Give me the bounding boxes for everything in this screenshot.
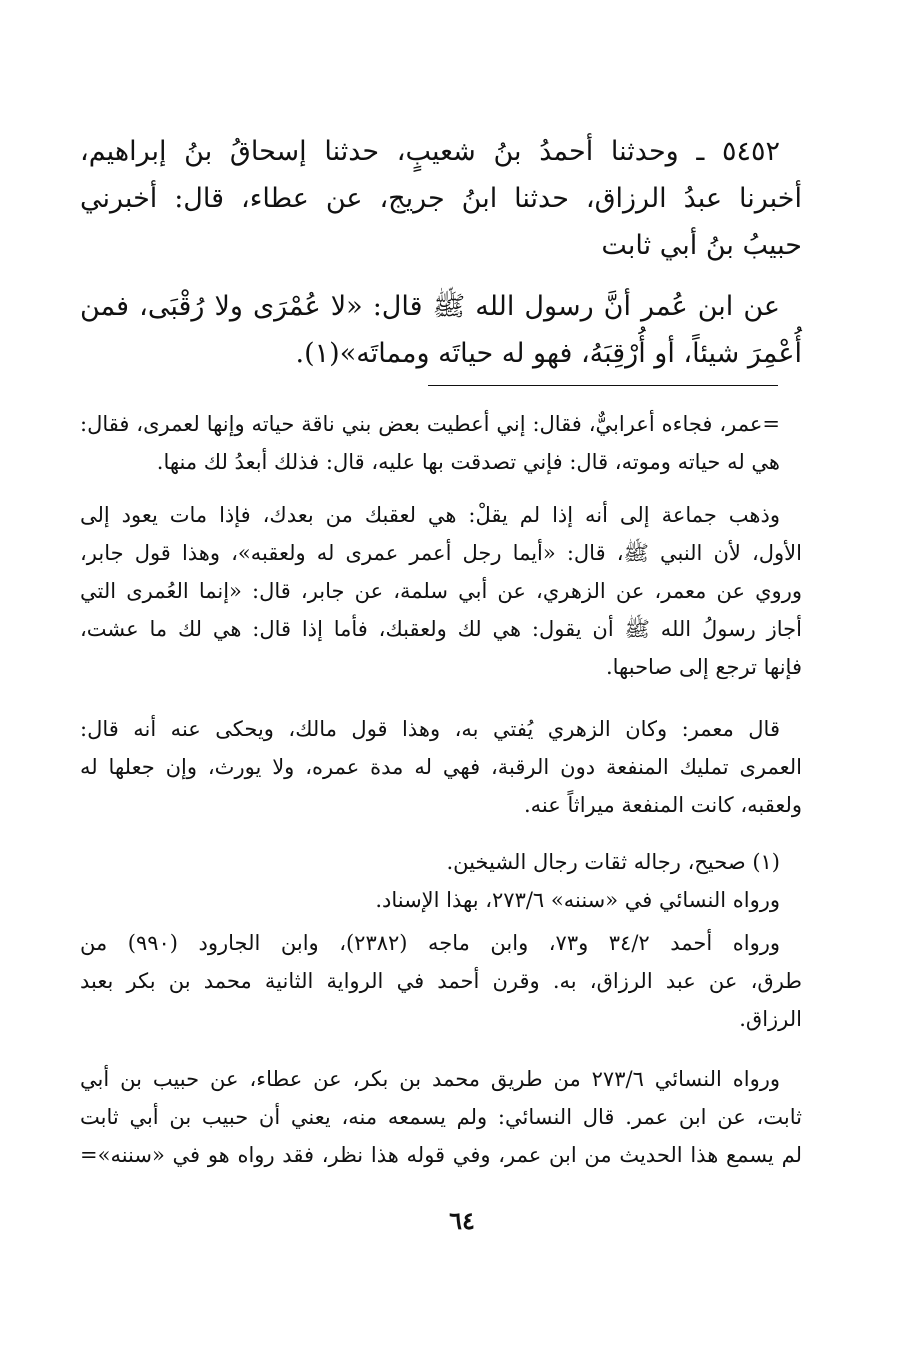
text-line: ثابت، عن ابن عمر. قال النسائي: ولم يسمعه منه، يعني أن حبيب بن أبي ثابت <box>80 1105 802 1129</box>
text-line: =عمر، فجاءه أعرابيٌّ، فقال: إني أعطيت بعض بني ناقة حياته وإنها لعمرى، فقال: <box>80 412 780 436</box>
footnote-continuation <box>80 405 780 481</box>
text-line: أخبرنا عبدُ الرزاق، حدثنا ابنُ جريج، عن عطاء، قال: أخبرني <box>80 183 802 214</box>
hadith-matn <box>80 283 802 377</box>
text-line: قال معمر: وكان الزهري يُفتي به، وهذا قول مالك، ويحكى عنه أنه قال: <box>80 717 780 741</box>
text-line: فإنها ترجع إلى صاحبها. <box>605 655 802 679</box>
text-line: الأول، لأن النبي ﷺ، قال: «أيما رجل أعمر عمرى له ولعقبه»، وهذا قول جابر، <box>80 541 802 565</box>
footnote-separator <box>428 385 778 386</box>
text-line: لم يسمع هذا الحديث من ابن عمر، وفي قوله هذا نظر، فقد رواه هو في «سننه»= <box>80 1143 802 1167</box>
hadith-isnad <box>80 128 802 269</box>
text-line: هي له حياته وموته، قال: فإني تصدقت بها عليه، قال: فذلك أبعدُ لك منها. <box>156 450 780 474</box>
text-line: ورواه أحمد ٣٤/٢ و٧٣، وابن ماجه (٢٣٨٢)، وابن الجارود (٩٩٠) من <box>80 931 780 955</box>
text-line: عن ابن عُمر أنَّ رسول الله ﷺ قال: «لا عُمْرَى ولا رُقْبَى، فمن <box>80 291 780 322</box>
text-line: ورواه النسائي في «سننه» ٢٧٣/٦، بهذا الإسناد. <box>375 888 780 912</box>
text-line: أُعْمِرَ شيئاً، أو أُرْقِبَهُ، فهو له حياتَه ومماتَه»(١). <box>295 338 802 369</box>
footnote-paragraph <box>80 924 802 1038</box>
text-line: وروي عن معمر، عن الزهري، عن أبي سلمة، عن جابر، قال: «إنما العُمرى التي <box>80 579 802 603</box>
text-line: حبيبُ بنُ أبي ثابت <box>601 230 802 261</box>
footnote-paragraph <box>80 1060 802 1174</box>
footnote-paragraph <box>80 496 802 686</box>
text-line: الرزاق. <box>739 1007 802 1031</box>
text-line: العمرى تمليك المنفعة دون الرقبة، فهي له مدة عمره، ولا يورث، وإن جعلها له <box>80 755 802 779</box>
text-line: ٥٤٥٢ ـ وحدثنا أحمدُ بنُ شعيبٍ، حدثنا إسحاقُ بنُ إبراهيم، <box>80 136 780 167</box>
text-line: وذهب جماعة إلى أنه إذا لم يقلْ: هي لعقبك من بعدك، فإذا مات يعود إلى <box>80 503 780 527</box>
footnote-1-heading: (١) صحيح، رجاله ثقات رجال الشيخين. <box>446 850 780 874</box>
footnote-1 <box>80 843 802 919</box>
page-number: ٦٤ <box>449 1206 475 1235</box>
footnote-paragraph <box>80 710 802 824</box>
text-line: ورواه النسائي ٢٧٣/٦ من طريق محمد بن بكر، عن عطاء، عن حبيب بن أبي <box>80 1067 780 1091</box>
text-line: ولعقبه، كانت المنفعة ميراثاً عنه. <box>523 793 802 817</box>
text-line: طرق، عن عبد الرزاق، به. وقرن أحمد في الرواية الثانية محمد بن بكر بعبد <box>80 969 802 993</box>
text-line: أجاز رسولُ الله ﷺ أن يقول: هي لك ولعقبك، فأما إذا قال: هي لك ما عشت، <box>80 617 802 641</box>
